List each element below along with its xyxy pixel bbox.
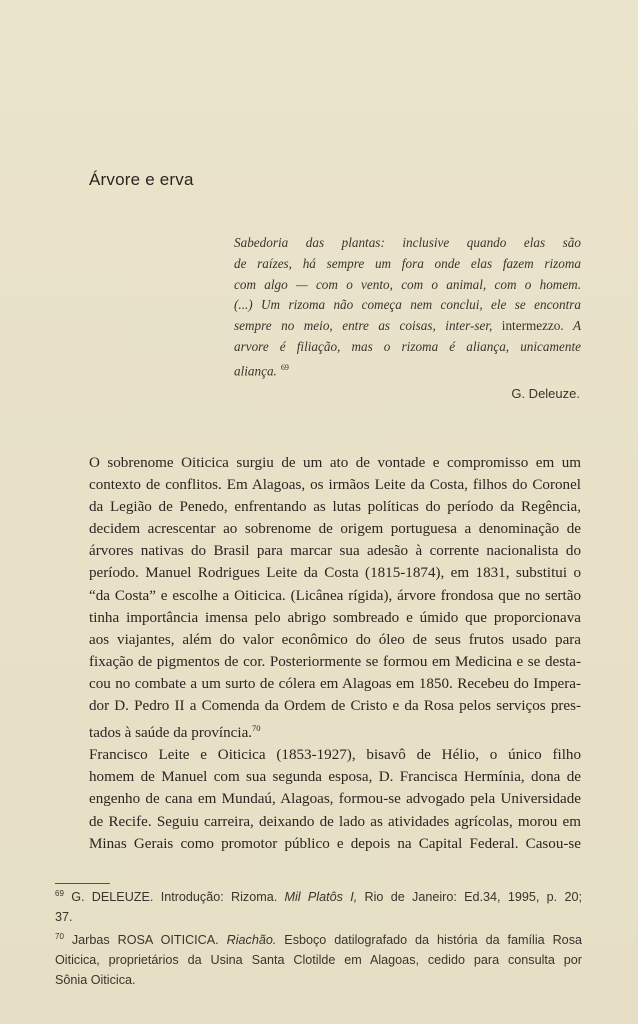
paragraph-line: engenho de cana em Mundaú, Alagoas, formou-se advogado pela Universidade: [89, 791, 581, 808]
paragraph-line: da Legião de Penedo, enfrentando as lutas políticas do período da Regência,: [89, 499, 581, 516]
body-text: [89, 452, 581, 855]
paragraph-line: decidem acrescentar ao sobrenome de origem portuguesa a denominação de: [89, 521, 581, 538]
epigraph-line: Sabedoria das plantas: inclusive quando elas são: [234, 235, 581, 250]
footnote-line: [55, 884, 582, 907]
footnote-text: Rio de Janeiro: Ed.34, 1995, p. 20;: [357, 890, 582, 905]
line-text: O sobrenome Oiticica surgiu de um ato de vontade e compromisso em um: [89, 455, 581, 471]
paragraph-line: homem de Manuel com sua segunda esposa, D. Francisca Hermínia, dona de: [89, 769, 581, 786]
footnote-marker: 70: [55, 932, 64, 942]
epigraph-line: [234, 358, 581, 382]
section-title: Árvore e erva: [89, 170, 194, 189]
line-text: tados à saúde da província.: [89, 725, 253, 742]
paragraph-line: Minas Gerais como promotor público e depois na Capital Federal. Casou-se: [89, 835, 581, 852]
paragraph-line: de Recife. Seguiu carreira, deixando de lado as atividades agrícolas, morou em: [89, 813, 581, 830]
footnote-line: 37.: [55, 910, 73, 925]
footnotes: [55, 884, 582, 990]
epigraph-attribution: G. Deleuze.: [511, 386, 580, 401]
paragraph-line: período. Manuel Rodrigues Leite da Costa (1815-1874), em 1831, substitui o: [89, 565, 581, 582]
epigraph-text: aliança.: [234, 363, 277, 379]
footnote-text: Esboço datilografado da história da família Rosa: [276, 933, 582, 948]
epigraph-line: arvore é filiação, mas o rizoma é aliança, unicamente: [234, 338, 581, 354]
epigraph-line: com algo — com o vento, com o animal, com o homem.: [234, 276, 581, 292]
epigraph-line: (...) Um rizoma não começa nem conclui, ele se encontra: [234, 297, 581, 313]
paragraph-line: contexto de conflitos. Em Alagoas, os irmãos Leite da Costa, filhos do Coronel: [89, 477, 581, 494]
footnote-ref: 70: [252, 723, 261, 734]
paragraph-line: árvores nativas do Brasil para marcar sua adesão à corrente nacionalista do: [89, 543, 581, 560]
epigraph-quote: [234, 233, 581, 382]
paragraph-line: “da Costa” e escolhe a Oiticica. (Licânea rígida), árvore frondosa que no sertão: [89, 587, 581, 604]
footnote-line: Sônia Oiticica.: [55, 973, 136, 988]
footnote-ref: 69: [280, 362, 289, 372]
paragraph-line: fixação de pigmentos de cor. Posteriormente se formou em Medicina e se desta-: [89, 653, 581, 670]
epigraph-line: [234, 316, 581, 337]
footnote-line: [55, 927, 582, 950]
footnote-text: G. DELEUZE. Introdução: Rizoma.: [63, 890, 285, 905]
paragraph-line: Francisco Leite e Oiticica (1853-1927), bisavô de Hélio, o único filho: [89, 747, 581, 764]
epigraph-text: sempre no meio, entre as coisas, inter-ser,: [234, 318, 493, 334]
epigraph-line: de raízes, há sempre um fora onde elas fazem rizoma: [234, 255, 581, 271]
footnote-work: Riachão.: [226, 933, 277, 948]
footnote-text: Jarbas ROSA OITICICA.: [63, 933, 227, 948]
footnote-work: Mil Platôs I,: [284, 890, 358, 905]
paragraph-line: aos viajantes, além do valor econômico do óleo de seus frutos usado para: [89, 631, 581, 648]
footnote-marker: 69: [55, 889, 64, 898]
paragraph-line: [89, 452, 581, 474]
epigraph-text: A: [572, 318, 581, 334]
paragraph-line: dor D. Pedro II a Comenda da Ordem de Cristo e da Rosa pelos serviços pres-: [89, 698, 581, 715]
epigraph-term: intermezzo.: [501, 318, 564, 334]
paragraph-line: [89, 717, 581, 744]
paragraph-line: tinha importância imensa pelo abrigo sombreado e úmido que proporcionava: [89, 609, 581, 626]
footnote-line: Oiticica, proprietários da Usina Santa Clotilde em Alagoas, cedido para consulta por: [55, 953, 582, 968]
paragraph-line: cou no combate a um surto de cólera em Alagoas em 1850. Recebeu do Impera-: [89, 675, 581, 692]
